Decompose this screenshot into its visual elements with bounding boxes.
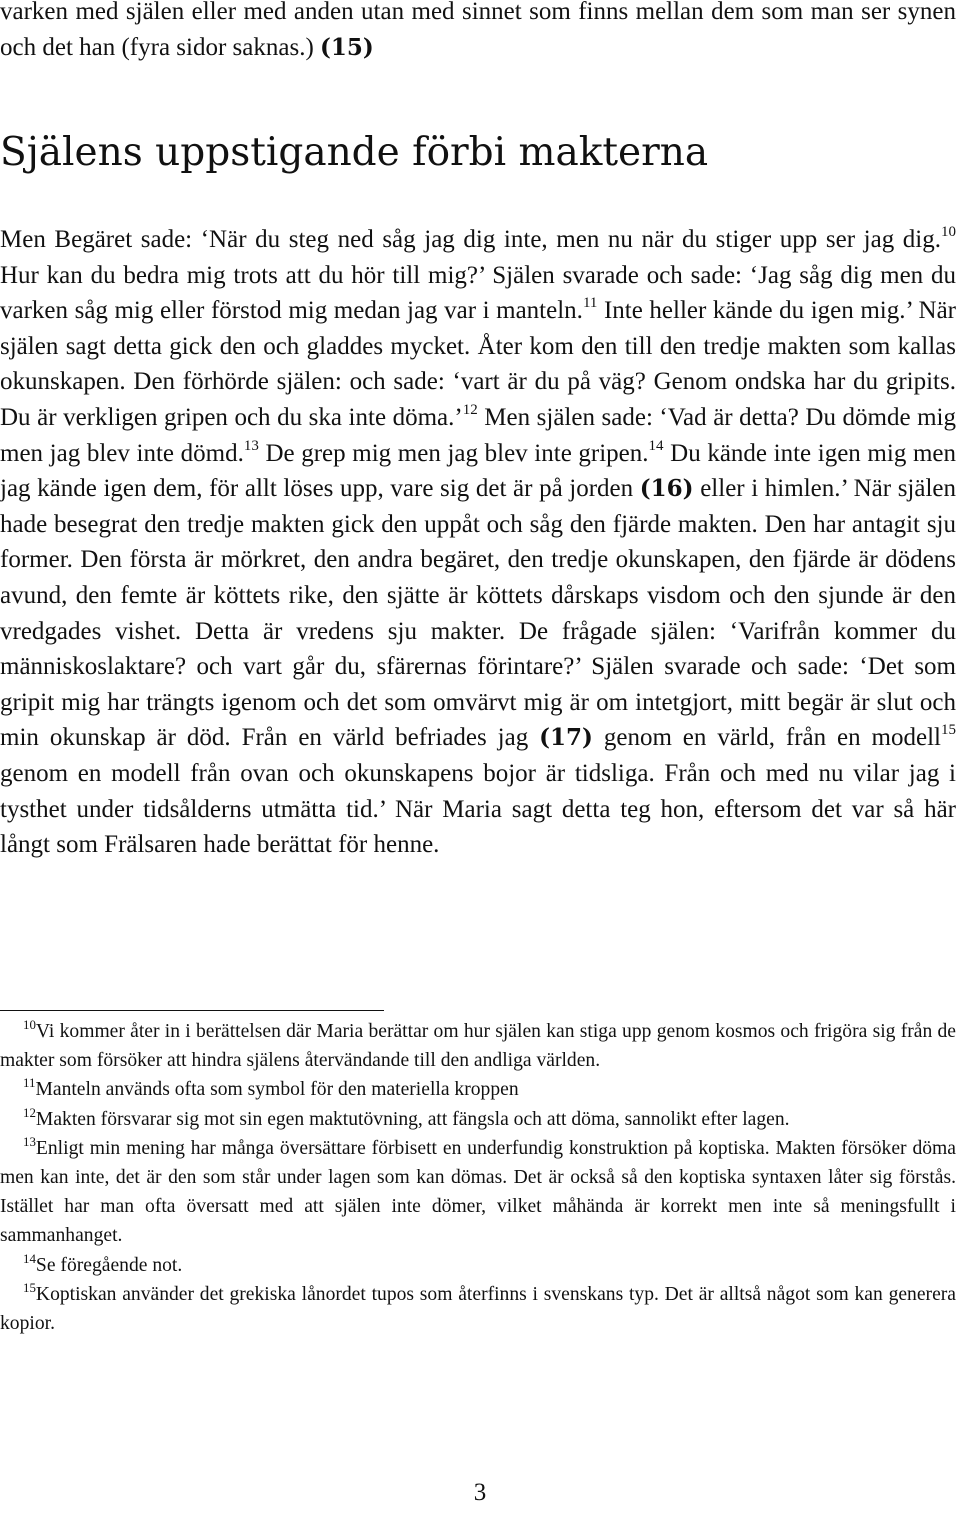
- footnote-text: Koptiskan använder det grekiska lånordet tupos som återfinns i svenskans typ. Det är alltså något som kan generera kopior.: [0, 1283, 956, 1335]
- footnote-number: 11: [23, 1075, 36, 1091]
- footnote-ref-14: 14: [648, 437, 664, 454]
- footnote-14: [0, 1251, 956, 1280]
- main-paragraph: [0, 222, 956, 863]
- footnote-ref-12: 12: [462, 402, 478, 419]
- main-paragraph-block: [0, 222, 956, 863]
- page-marker-17: (17): [539, 724, 593, 752]
- footnote-text: Se föregående not.: [35, 1254, 183, 1276]
- page-number: 3: [473, 1479, 487, 1506]
- main-text-segment: Hur kan du bedra mig trots att du hör till mig?’ Själen svarade och sade: ‘Jag såg dig men du varken såg mig eller förstod mig medan jag var i manteln.: [0, 261, 956, 325]
- footnote-ref-11: 11: [582, 295, 598, 312]
- main-text-segment: genom en värld, från en modell: [592, 724, 941, 752]
- footnote-text: Enligt min mening har många översättare förbisett en underfundig konstruktion på koptiska. Makten försöker döma men kan inte, det är den som står under lagen som kan dömas. Det är också så den koptiska syntaxen låter sig förstås. Istället har man ofta översatt med att själen inte dömer, vilket måhända är korrekt men inte så meningsfullt i sammanhanget.: [0, 1137, 956, 1247]
- main-text-segment: Men Begäret sade: ‘När du steg ned såg jag dig inte, men nu när du stiger upp ser jag dig.: [0, 226, 941, 253]
- main-text-segment: Men själen sade: ‘Vad är detta? Du dömde mig men jag blev inte dömd.: [0, 403, 956, 467]
- footnote-text: Makten försvarar sig mot sin egen maktutövning, att fängsla och att döma, sannolikt efter lagen.: [35, 1108, 790, 1130]
- footnote-15: [0, 1280, 956, 1338]
- footnotes: [0, 1017, 956, 1338]
- main-text-segment: Inte heller kände du igen mig.’ När själen sagt detta gick den och gladdes mycket. Åter kom den till den tredje makten som kallas okunskapen. Den förhörde själen: och sade: ‘vart är du på väg? Genom ondska har du gripits. Du är verkligen gripen och du ska inte döma.’: [0, 297, 957, 431]
- section-title: Själens uppstigande förbi makterna: [0, 130, 709, 175]
- main-text-segment: Du kände inte igen mig men jag kände igen dem, för allt löses upp, vare sig det är på jorden: [0, 439, 956, 503]
- page-marker-16: (16): [639, 475, 694, 503]
- footnote-10: [0, 1017, 956, 1075]
- footnote-11: [0, 1075, 956, 1104]
- opening-text: varken med själen eller med anden utan med sinnet som finns mellan dem som man ser synen och det han (fyra sidor saknas.): [0, 0, 956, 61]
- footnote-number: 15: [23, 1279, 36, 1295]
- footnote-number: 12: [23, 1104, 36, 1120]
- footnote-12: [0, 1105, 956, 1134]
- opening-paragraph-block: [0, 0, 956, 65]
- footnote-text: Vi kommer åter in i berättelsen där Maria berättar om hur själen kan stiga upp genom kosmos och frigöra sig från de makter som försöker att hindra själens återvändande till den andliga världen.: [0, 1021, 956, 1072]
- footnote-number: 14: [23, 1250, 36, 1266]
- page-marker-15: (15): [320, 33, 374, 61]
- footnote-number: 13: [23, 1133, 36, 1149]
- footnote-number: 10: [23, 1016, 36, 1032]
- main-text-segment: De grep mig men jag blev inte gripen.: [258, 439, 649, 467]
- footnote-13: [0, 1134, 956, 1251]
- footnote-ref-15: 15: [941, 722, 956, 739]
- footnote-ref-13: 13: [243, 437, 259, 454]
- footnote-text: Manteln används ofta som symbol för den materiella kroppen: [35, 1079, 519, 1101]
- opening-paragraph: [0, 0, 956, 65]
- footnote-ref-10: 10: [941, 224, 956, 241]
- main-text-segment: eller i himlen.’ När själen hade besegrat den tredje makten gick den uppåt och såg den fjärde makten. Den har antagit sju former. Den första är mörkret, den andra begäret, den tredje okunskapen, den fjärde är dödens avund, den femte är köttets rike, den sjätte är köttets dårskaps visdom och den sjunde är den vredgades vishet. Detta är vredens sju makter. De frågade själen: ‘Varifrån kommer du människoslaktare? och vart går du, sfärernas förintare?’ Själen svarade och sade: ‘Det som gripit mig har trängts igenom och det som omvärvt mig är om intetgjort, mitt begär är slut och min okunskap är död. Från en värld befriades jag: [0, 475, 957, 752]
- footnote-divider: [0, 1010, 384, 1011]
- main-text-segment: genom en modell från ovan och okunskapens bojor är tidsliga. Från och med nu vilar jag i tysthet under tidsålderns utmätta tid.’ När Maria sagt detta teg hon, eftersom det var så här långt som Frälsaren hade berättat för henne.: [0, 759, 956, 859]
